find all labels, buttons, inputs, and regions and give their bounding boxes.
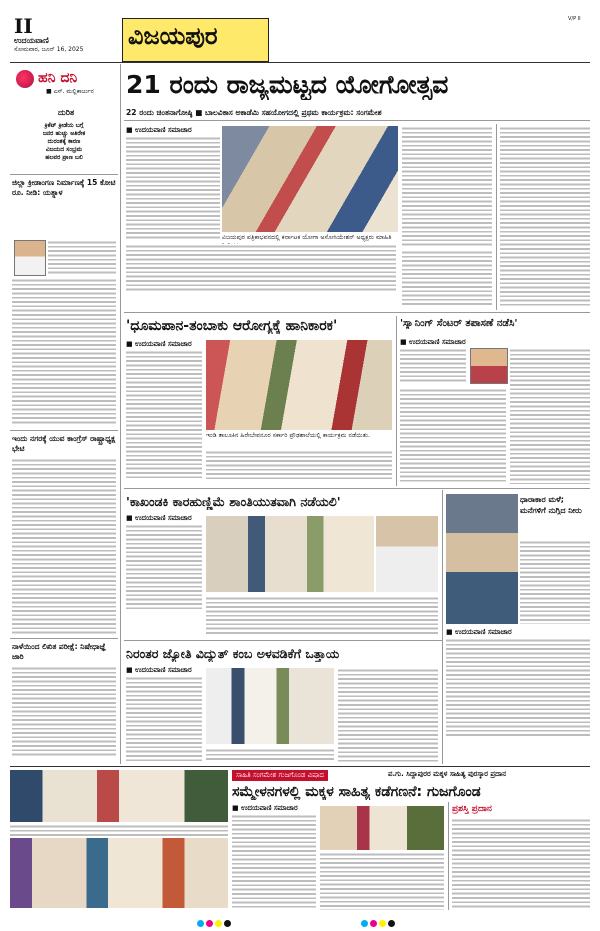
column-logo-icon [16,70,34,88]
bottom-photo-2 [320,806,444,850]
kakhandaki-headline: 'ಕಾಖಂಡಕಿ ಕಾರಹುಣ್ಣಿಮೆ ಶಾಂತಿಯುತವಾಗಿ ನಡೆಯಲಿ' [126,494,341,509]
rain-photo [446,494,518,624]
story2-title: ಇಂದು ನಗರಕ್ಕೆ ಯುವ ಕಾಂಗ್ರೆಸ್ ರಾಷ್ಟ್ರಾಧ್ಯಕ್ಷ ಭೇಟಿ [12,434,116,453]
kakhandaki-photo-2 [376,516,438,592]
rain-headline: ಧಾರಾಕಾರ ಮಳೆ; ಮನೆಗಳಿಗೆ ನುಗ್ಗಿದ ನೀರು [520,495,582,515]
scanning-photo [470,348,508,384]
main-photo [222,126,398,232]
rain-byline: ■ ಉದಯವಾಣಿ ಸಮಾಚಾರ [446,628,512,636]
jyoti-byline: ■ ಉದಯವಾಣಿ ಸಮಾಚಾರ [126,666,192,674]
edition-date: ಸೋಮವಾರ, ಜೂನ್ 16, 2025 [14,46,84,53]
bottom-headline: ಸಮ್ಮೇಳನಗಳಲ್ಲಿ ಮಕ್ಕಳ ಸಾಹಿತ್ಯ ಕಡೆಗಣನೆ: ಗುಜಗೊಂಡ [232,784,481,800]
bottom-group-photo [10,770,228,822]
masthead [0,0,600,53]
durita-title: ದುರಿತ [58,108,75,117]
story3-title: ನಾಳೆಯಿಂದ ಲಿಖಿತ ಪರೀಕ್ಷೆ: ನಿಷೇಧಾಜ್ಞೆ ಜಾರಿ [12,642,106,661]
kicker-right: ಪ.ಗು. ಸಿದ್ದಾಪುರರ ಮಕ್ಕಳ ಸಾಹಿತ್ಯ ಪುರಸ್ಕಾರ ಪ್ರದಾನ [388,770,507,778]
registration-marks-right [360,912,396,931]
registration-marks-left [196,912,232,931]
scanning-byline: ■ ಉದಯವಾಣಿ ಸಮಾಚಾರ [400,338,466,346]
column-author: ■ ಎಸ್. ಮಲ್ಲಿಕಾರ್ಜುನ [46,88,94,95]
section-title: ವಿಜಯಪುರ [128,22,218,50]
bottom-kicker [232,770,590,783]
column-title: ಹನಿ ದನಿ [38,70,78,86]
main-byline: ■ ಉದಯವಾಣಿ ಸಮಾಚಾರ [126,126,192,134]
smoking-headline: 'ಧೂಮಪಾನ-ತಂಬಾಕು ಆರೋಗ್ಯಕ್ಕೆ ಹಾನಿಕಾರಕ' [126,318,338,334]
smoking-byline: ■ ಉದಯವಾಣಿ ಸಮಾಚಾರ [126,340,192,348]
story1-title: ಜಿಲ್ಲಾ ಕ್ರೀಡಾಂಗಣ ನಿರ್ಮಾಣಕ್ಕೆ 15 ಕೋಟಿ ರೂ. ನೀಡಿ: ಯತ್ನಾಳ [12,178,116,197]
bottom-award-photo [10,838,228,908]
jyoti-photo [206,668,334,744]
rain-headline-box [520,494,590,624]
yatnal-photo [14,240,46,276]
kakhandaki-byline: ■ ಉದಯವಾಣಿ ಸಮಾಚಾರ [126,514,192,522]
main-photo-caption: ವಿಜಯಪುರ ಪತ್ರಿಕಾಭವನದಲ್ಲಿ ಕರ್ನಾಟಕ ಯೋಗಾ ಅಸೋಸಿಯೇಶನ್ ಅಧ್ಯಕ್ಷರು ಮಾಹಿತಿ [222,234,392,241]
poem: ಕ್ರಿಕೆಟ್ ಕ್ರೀಡೆಯ ಬಗ್ಗೆ ಜನರ ಹುಚ್ಚು ಅತಿರೇಕ ದುರಂತಕ್ಕೆ ಕಾರಣ ವಿಜಯದ ಸಂಭ್ರಮ ಹಲವರ ಪ್ರಾಣ ಬಲಿ [42,122,86,161]
scanning-headline: 'ಸ್ಕ್ಯಾನಿಂಗ್ ಸೆಂಟರ್ ತಪಾಸಣೆ ನಡೆಸಿ' [400,318,518,329]
page-number: II [14,14,33,38]
main-headline: 21 ರಂದು ರಾಜ್ಯಮಟ್ಟದ ಯೋಗೋತ್ಸವ [126,70,449,99]
main-subhead: 22 ರಂದು ಚಿಂತನಾಗೋಷ್ಠಿ ■ ಬಾಲವಿಕಾಸ ಅಕಾಡೆಮಿ ಸಹಯೋಗದಲ್ಲಿ ಪ್ರಥಮ ಕಾರ್ಯಕ್ರಮ: ಸಂಗಮೇಶ [126,108,382,117]
sidebar [10,64,118,764]
smoking-photo [206,340,392,430]
smoking-photo-caption: ಇಂಡಿ ತಾಲೂಕಿನ ಹಿರೇಬೇವನೂರ ಸರ್ಕಾರಿ ಪ್ರೌಢಶಾಲೆಯಲ್ಲಿ ಕಾರ್ಯಕ್ರಮ ನಡೆಯಿತು. [206,432,371,439]
kicker-left: ಸಾಹಿತಿ ಸಂಗಮೇಶ ಗುಜಗೊಂಡ ವಿಷಾದ [232,770,328,781]
paper-name: ಉದಯವಾಣಿ [14,36,49,45]
kakhandaki-photo [206,516,374,592]
corner-tag: V/P II [568,16,581,22]
jyoti-headline: ನಿರಂತರ ಜ್ಯೋತಿ ವಿದ್ಯುತ್ ಕಂಬ ಅಳವಡಿಕೆಗೆ ಒತ್ತಾಯ [126,646,340,661]
bottom-byline: ■ ಉದಯವಾಣಿ ಸಮಾಚಾರ [232,804,298,812]
award-title: ಪ್ರಶಸ್ತಿ ಪ್ರದಾನ [452,804,492,814]
